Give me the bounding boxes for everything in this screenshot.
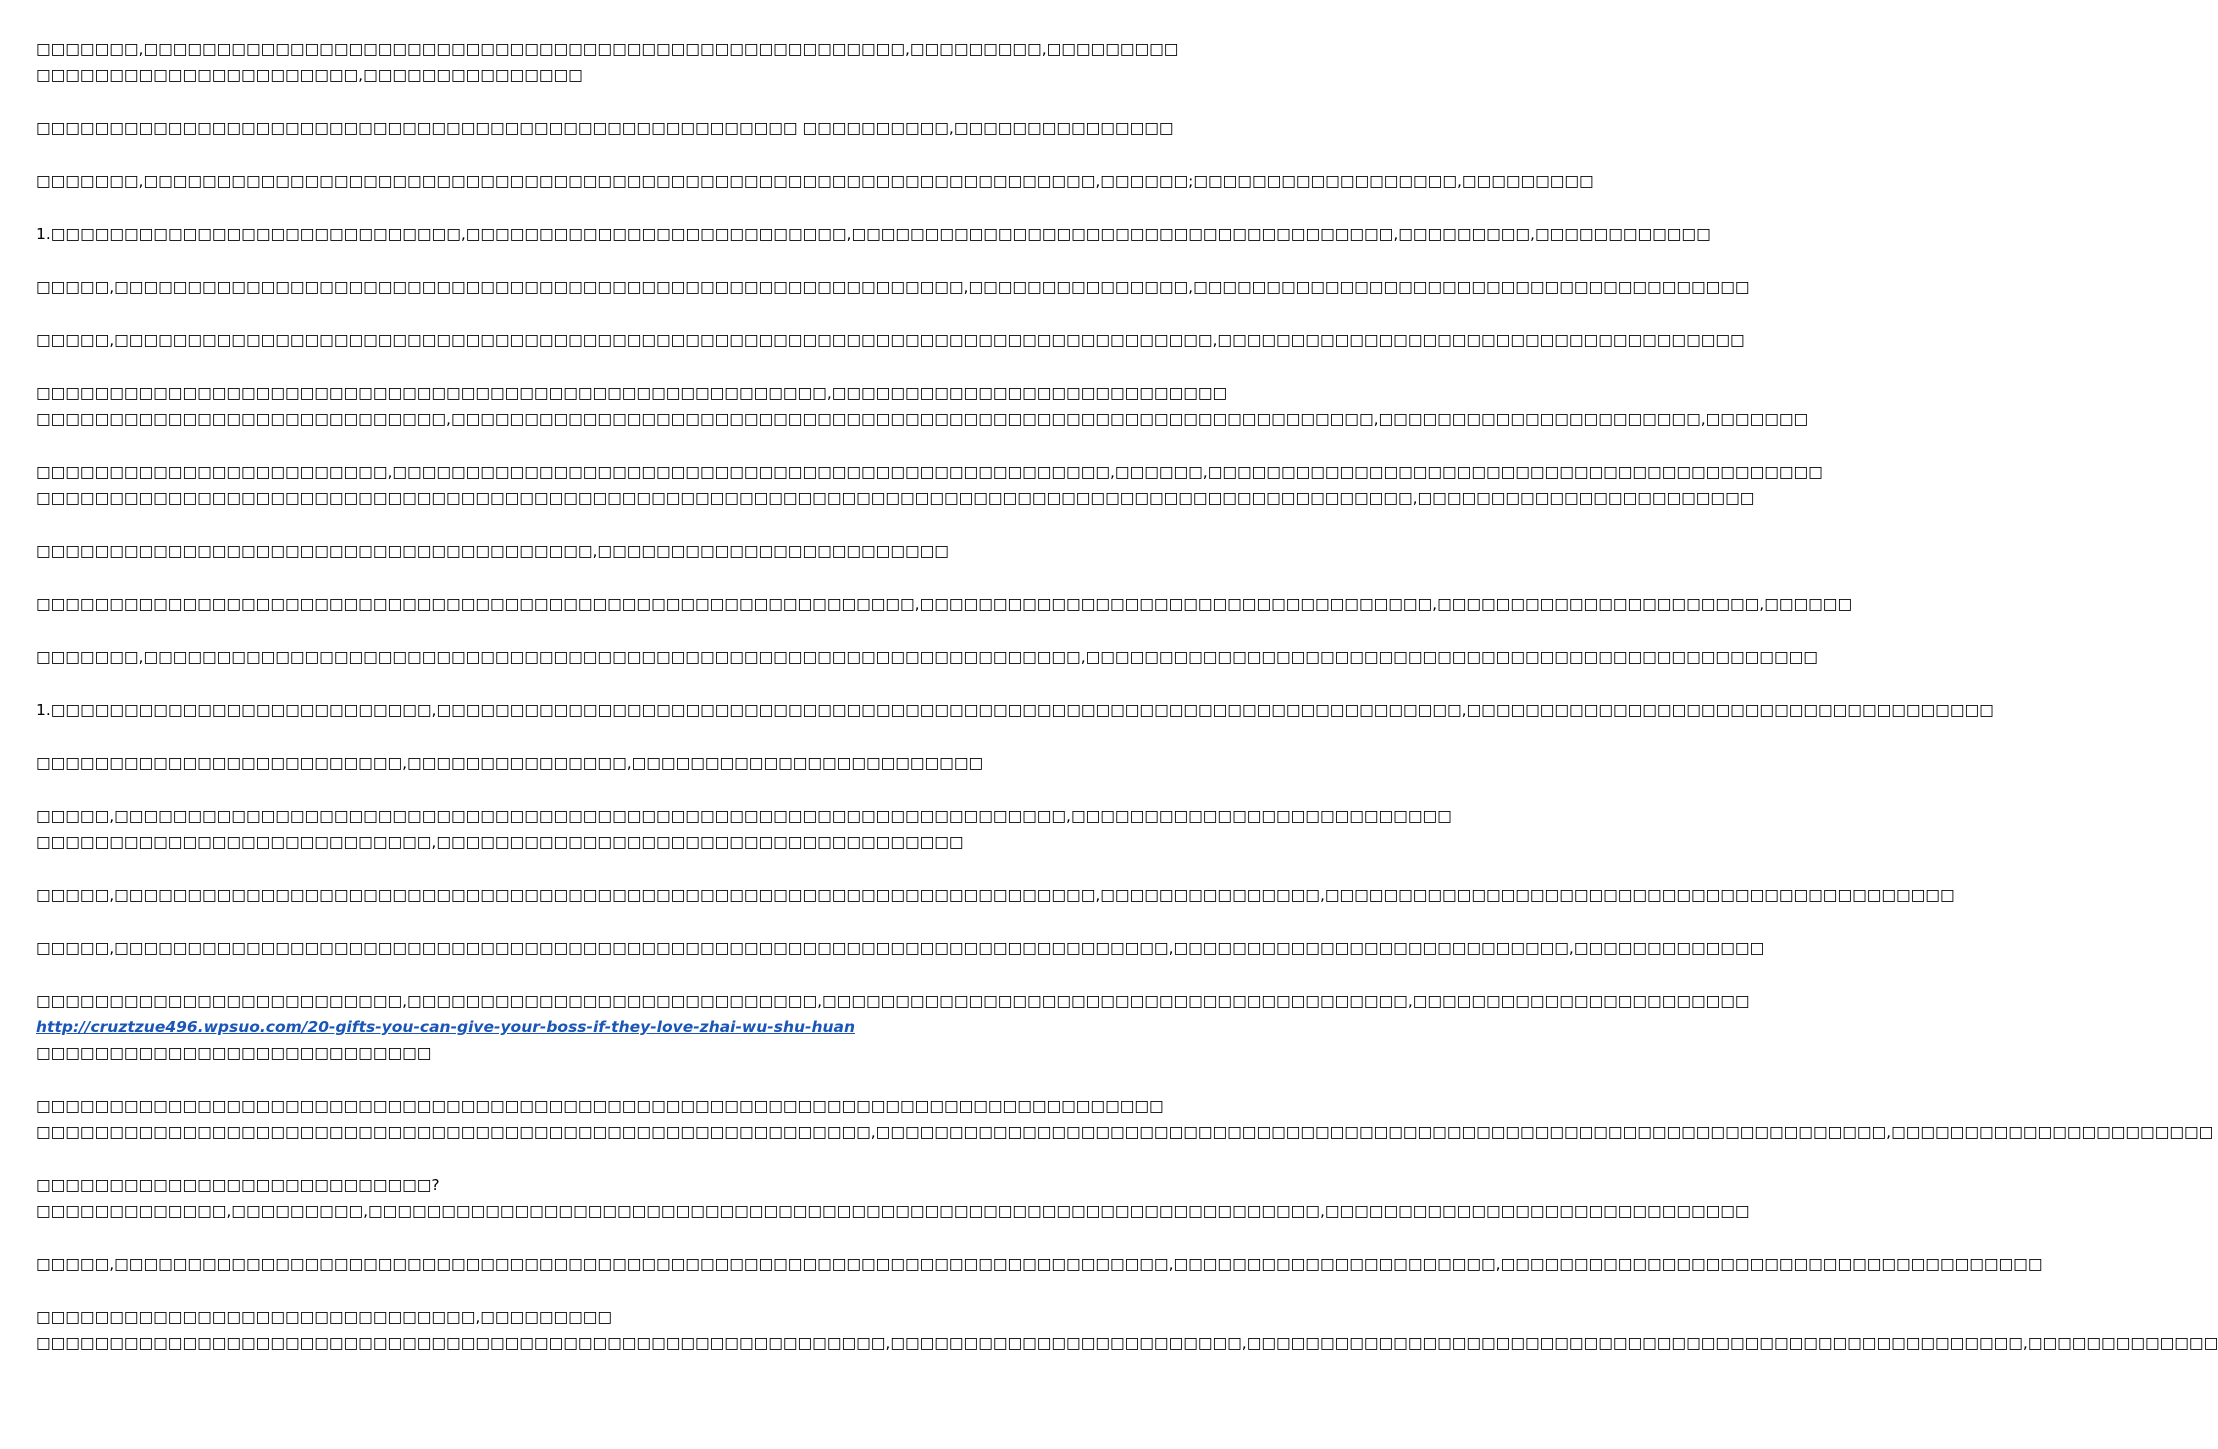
paragraph [36, 935, 1765, 961]
document-body [36, 36, 2218, 1356]
paragraph [36, 1172, 1750, 1224]
text-line: □□□□□,□□□□□□□□□□□□□□□□□□□□□□□□□□□□□□□□□□□□□□□□□□□□□□□□□□□□□□□□□□□□□□□□□,□□□□□□□□□□□□□□□□□□□□□□□□□□ [36, 807, 1452, 825]
text-line: □□□□□,□□□□□□□□□□□□□□□□□□□□□□□□□□□□□□□□□□□□□□□□□□□□□□□□□□□□□□□□□□□□□□□□□□□□□□□□□□□,□□□□□□□□□□□□□□□□□□□□□□□□□□□□□□□□□□□□ [36, 331, 1745, 349]
text-line: □□□□□□□,□□□□□□□□□□□□□□□□□□□□□□□□□□□□□□□□□□□□□□□□□□□□□□□□□□□□□□□□□□□□□□□□,□□□□□□□□□□□□□□□□□□□□□□□□□□□□□□□□□□□□□□□□□□□□□□□□□□ [36, 648, 1818, 666]
paragraph [36, 221, 1711, 247]
text-line: □□□□□,□□□□□□□□□□□□□□□□□□□□□□□□□□□□□□□□□□□□□□□□□□□□□□□□□□□□□□□□□□,□□□□□□□□□□□□□□□,□□□□□□□□□□□□□□□□□□□□□□□□□□□□□□□□□□□□□□ [36, 278, 1750, 296]
text-line: 1.□□□□□□□□□□□□□□□□□□□□□□□□□□,□□□□□□□□□□□□□□□□□□□□□□□□□□□□□□□□□□□□□□□□□□□□□□□□□□□□□□□□□□□□□□□□□□□□□□,□□□□□□□□□□□□□□□□□□□□□□□□□□□□□□□□□□□□ [36, 701, 1994, 719]
text-line: □□□□□□□□□□□□□□□□□□□□□□□□□□□□□□□□□□□□□□□□□□□□□□□□□□□□□□,□□□□□□□□□□□□□□□□□□□□□□□□□□□ [36, 384, 1228, 402]
text-line: □□□□□□□□□□□□□□□□□□□□□□□□□,□□□□□□□□□□□□□□□□□□□□□□□□□□□□,□□□□□□□□□□□□□□□□□□□□□□□□□□□□□□□□□□□□□□□□,□□□□□□□□□□□□□□□□□□□□□□□ [36, 992, 1750, 1010]
text-line: □□□□□,□□□□□□□□□□□□□□□□□□□□□□□□□□□□□□□□□□□□□□□□□□□□□□□□□□□□□□□□□□□□□□□□□□□□□□□□,□□□□□□□□□□□□□□□□□□□□□□□□□□□,□□□□□□□□□□□□□ [36, 939, 1765, 957]
paragraph [36, 168, 1594, 194]
text-line: □□□□□□□□□□□□□□□□□□□□□□□□□□□□,□□□□□□□□□□□□□□□□□□□□□□□□□□□□□□□□□□□□□□□□□□□□□□□□□□□□□□□□□□□□□□□,□□□□□□□□□□□□□□□□□□□□□□,□□□□□□□ [36, 410, 1809, 428]
text-line: □□□□□□□,□□□□□□□□□□□□□□□□□□□□□□□□□□□□□□□□□□□□□□□□□□□□□□□□□□□□□□□□□□□□□□□□□,□□□□□□;□□□□□□□□□□□□□□□□□□,□□□□□□□□□ [36, 172, 1594, 190]
text-line: □□□□□,□□□□□□□□□□□□□□□□□□□□□□□□□□□□□□□□□□□□□□□□□□□□□□□□□□□□□□□□□□□□□□□□□□□□□□□□,□□□□□□□□□□□□□□□□□□□□□□,□□□□□□□□□□□□□□□□□□□□□□□□□□□□□□□□□□□□□ [36, 1255, 2043, 1273]
paragraph [36, 1251, 2043, 1277]
text-line: □□□□□□□□□□□□□□□□□□□□□□□□□□□□□□□□□□□□□□□□□□□□□□□□□□□□□□□□□□□□□□□□□□□□□□□□□□□□□ [36, 1097, 1164, 1115]
paragraph [36, 591, 1853, 617]
paragraph [36, 988, 1750, 1066]
link-line [36, 1014, 988, 1040]
paragraph [36, 327, 1745, 353]
text-line: □□□□□□□□□□□□□□□□□□□□□□□□□□□,□□□□□□□□□□□□□□□□□□□□□□□□□□□□□□□□□□□□ [36, 833, 964, 851]
text-line: □□□□□□□□□□□□□□□□□□□□□□□□□□□□□□□□□□□□□□□□□□□□□□□□□□□□□□□□□□□□,□□□□□□□□□□□□□□□□□□□□□□□□□□□□□□□□□□□,□□□□□□□□□□□□□□□□□□□□□□,□□□□□□ [36, 595, 1853, 613]
paragraph [36, 538, 988, 564]
text-line: □□□□□□□□□□□□□□□□□□□□□□□□□□□□□□□□□□□□□□□□□□□□□□□□□□□□□□□□□,□□□□□□□□□□□□□□□□□□□□□□□□□□□□□□□□□□□□□□□□□□□□□□□□□□□□□□□□□□□□□□□□□□□□□,□□□□□□□□□□□□□□□□□□□□□□ [36, 1123, 2214, 1141]
paragraph [36, 274, 1750, 300]
text-line: □□□□□□□□□□□□□□□□□□□□□□□□□□□ [36, 1044, 432, 1062]
paragraph [36, 1093, 2214, 1145]
article-link[interactable]: http://cruztzue496.wpsuo.com/20-gifts-you-can-give-your-boss-if-they-love-zhai-wu-shu-huan [36, 1018, 856, 1036]
text-line: □□□□□□□□□□□□□□□□□□□□□□,□□□□□□□□□□□□□□□ [36, 66, 583, 84]
text-line: □□□□□□□□□□□□□□□□□□□□□□□□□□□□□□,□□□□□□□□□ [36, 1308, 613, 1326]
paragraph [36, 697, 1994, 723]
text-line: 1.□□□□□□□□□□□□□□□□□□□□□□□□□□□□,□□□□□□□□□□□□□□□□□□□□□□□□□□,□□□□□□□□□□□□□□□□□□□□□□□□□□□□□□□□□□□□□,□□□□□□□□□,□□□□□□□□□□□□ [36, 225, 1711, 243]
paragraph [36, 644, 1818, 670]
text-line: □□□□□□□□□□□□□□□□□□□□□□□□□□□? [36, 1176, 440, 1194]
paragraph [36, 380, 1809, 432]
paragraph [36, 803, 1452, 855]
text-line: □□□□□□□,□□□□□□□□□□□□□□□□□□□□□□□□□□□□□□□□□□□□□□□□□□□□□□□□□□□□,□□□□□□□□□,□□□□□□□□□ [36, 40, 1179, 58]
paragraph [36, 1304, 2218, 1356]
text-line: □□□□□□□□□□□□□□□□□□□□□□□□□□□□□□□□□□□□□□,□□□□□□□□□□□□□□□□□□□□□□□□ [36, 542, 949, 560]
text-line: □□□□□□□□□□□□□□□□□□□□□□□□□□□□□□□□□□□□□□□□□□□□□□□□□□□□ □□□□□□□□□□,□□□□□□□□□□□□□□□ [36, 119, 1174, 137]
text-line: □□□□□,□□□□□□□□□□□□□□□□□□□□□□□□□□□□□□□□□□□□□□□□□□□□□□□□□□□□□□□□□□□□□□□□□□□,□□□□□□□□□□□□□□□,□□□□□□□□□□□□□□□□□□□□□□□□□□□□□□□□□□□□□□□□□□□ [36, 886, 1955, 904]
paragraph [36, 36, 1179, 88]
paragraph [36, 459, 1823, 511]
paragraph [36, 882, 1955, 908]
text-line: □□□□□□□□□□□□□□□□□□□□□□□□□□□□□□□□□□□□□□□□□□□□□□□□□□□□□□□□□□□□□□□□□□□□□□□□□□□□□□□□□□□□□□□□□□□□□□,□□□□□□□□□□□□□□□□□□□□□□□ [36, 489, 1755, 507]
text-line: □□□□□□□□□□□□□□□□□□□□□□□□□□□□□□□□□□□□□□□□□□□□□□□□□□□□□□□□□□,□□□□□□□□□□□□□□□□□□□□□□□□,□□□□□□□□□□□□□□□□□□□□□□□□□□□□□□□□□□□□□□□□□□□□□□□□□□□□□,□□□□□□□□□□□□□ [36, 1334, 2218, 1352]
text-line: □□□□□□□□□□□□□□□□□□□□□□□□,□□□□□□□□□□□□□□□□□□□□□□□□□□□□□□□□□□□□□□□□□□□□□□□□□,□□□□□□,□□□□□□□□□□□□□□□□□□□□□□□□□□□□□□□□□□□□□□□□□□ [36, 463, 1823, 481]
paragraph [36, 750, 988, 776]
text-line: □□□□□□□□□□□□□□□□□□□□□□□□□,□□□□□□□□□□□□□□□,□□□□□□□□□□□□□□□□□□□□□□□□ [36, 754, 984, 772]
text-line: □□□□□□□□□□□□□,□□□□□□□□□,□□□□□□□□□□□□□□□□□□□□□□□□□□□□□□□□□□□□□□□□□□□□□□□□□□□□□□□□□□□□□□□□□,□□□□□□□□□□□□□□□□□□□□□□□□□□□□□ [36, 1202, 1750, 1220]
paragraph [36, 115, 1174, 141]
